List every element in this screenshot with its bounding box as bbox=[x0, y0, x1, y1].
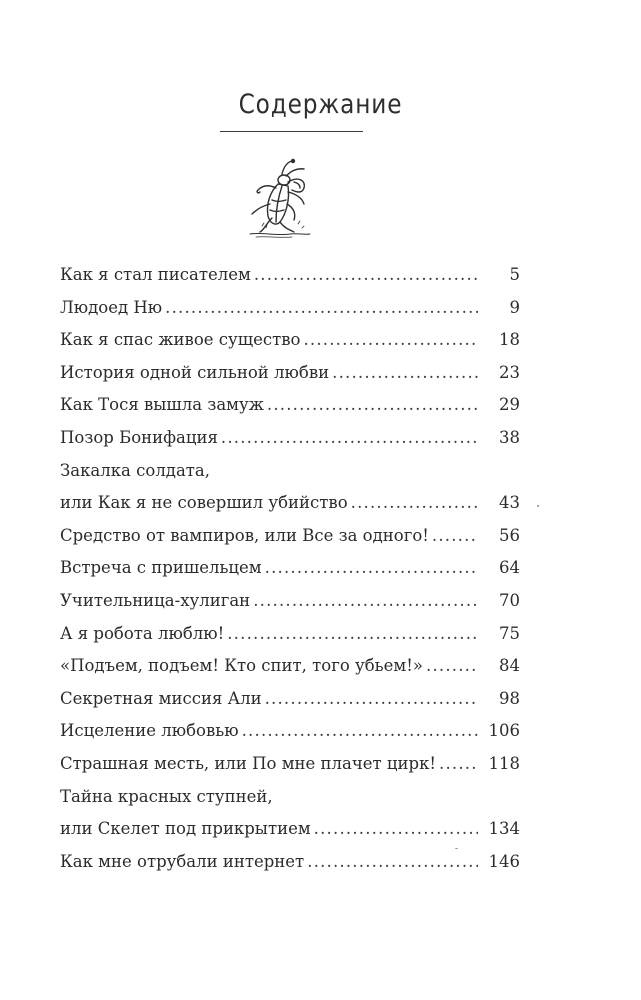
toc-leader-dots bbox=[253, 585, 478, 618]
toc-entry[interactable] bbox=[60, 422, 520, 455]
toc-leader-dots bbox=[314, 813, 478, 846]
toc-leader-dots bbox=[227, 618, 478, 651]
toc-entry[interactable] bbox=[60, 292, 520, 325]
toc-entry-page: 29 bbox=[499, 395, 520, 415]
toc-entry[interactable] bbox=[60, 813, 520, 846]
toc-leader-dots bbox=[307, 846, 478, 879]
toc-entry-page: 75 bbox=[499, 623, 520, 643]
toc-leader-dots bbox=[265, 552, 478, 585]
toc-entry-title: Тайна красных ступней, bbox=[60, 786, 273, 806]
toc-entry-page: 18 bbox=[499, 330, 520, 350]
toc-entry[interactable] bbox=[60, 846, 520, 879]
toc-entry[interactable] bbox=[60, 487, 520, 520]
toc-entry[interactable] bbox=[60, 520, 520, 553]
toc-entry-title: Людоед Ню bbox=[60, 297, 163, 317]
toc-entry-title: Учительница-хулиган bbox=[60, 590, 251, 610]
toc-entry-title: Секретная миссия Али bbox=[60, 688, 262, 708]
scan-speck bbox=[537, 505, 539, 507]
toc-entry-first-line[interactable] bbox=[60, 781, 520, 814]
toc-entry-title: Как мне отрубали интернет bbox=[60, 851, 305, 871]
toc-leader-dots bbox=[303, 324, 478, 357]
toc-entry-page: 98 bbox=[499, 688, 520, 708]
toc-entry-page: 56 bbox=[499, 525, 520, 545]
toc-entry[interactable] bbox=[60, 748, 520, 781]
toc-entry-title: Как Тося вышла замуж bbox=[60, 395, 264, 415]
title-underline bbox=[220, 131, 363, 132]
toc-leader-dots bbox=[221, 422, 478, 455]
toc-entry[interactable] bbox=[60, 324, 520, 357]
toc-entry-page: 64 bbox=[499, 558, 520, 578]
toc-entry-page: 43 bbox=[499, 493, 520, 513]
toc-entry-title: Как я спас живое существо bbox=[60, 330, 301, 350]
toc-entry-page: 84 bbox=[499, 656, 520, 676]
toc-entry[interactable] bbox=[60, 357, 520, 390]
toc-entry-title: или Как я не совершил убийство bbox=[60, 493, 348, 513]
toc-entry-page: 146 bbox=[488, 851, 520, 871]
toc-entry-page: 134 bbox=[488, 819, 520, 839]
toc-leader-dots bbox=[426, 650, 478, 683]
toc-entry-page: 118 bbox=[488, 753, 520, 773]
toc-entry-page: 38 bbox=[499, 427, 520, 447]
toc-entry-title: или Скелет под прикрытием bbox=[60, 819, 311, 839]
toc-entry[interactable] bbox=[60, 259, 520, 292]
toc-leader-dots bbox=[439, 748, 478, 781]
toc-entry-title: Исцеление любовью bbox=[60, 721, 239, 741]
toc-entry[interactable] bbox=[60, 552, 520, 585]
toc-entry[interactable] bbox=[60, 585, 520, 618]
toc-entry-first-line[interactable] bbox=[60, 455, 520, 488]
toc-leader-dots bbox=[265, 683, 478, 716]
scan-speck bbox=[455, 848, 458, 849]
toc-entry-title: Страшная месть, или По мне плачет цирк! bbox=[60, 753, 437, 773]
toc-leader-dots bbox=[332, 357, 478, 390]
toc-entry-title: Как я стал писателем bbox=[60, 265, 251, 284]
beetle-icon bbox=[232, 152, 328, 248]
toc-entry[interactable] bbox=[60, 715, 520, 748]
toc-entry-title: Закалка солдата, bbox=[60, 460, 211, 480]
toc-entry-page: 70 bbox=[499, 590, 520, 610]
toc-entry[interactable] bbox=[60, 650, 520, 683]
toc-entry[interactable] bbox=[60, 683, 520, 716]
toc-entry-title: История одной сильной любви bbox=[60, 362, 330, 382]
toc-entry-title: Позор Бонифация bbox=[60, 427, 218, 447]
toc-entry-title: А я робота люблю! bbox=[60, 623, 225, 643]
toc-entry-page: 23 bbox=[499, 362, 520, 382]
table-of-contents bbox=[60, 259, 520, 878]
toc-entry[interactable] bbox=[60, 389, 520, 422]
toc-leader-dots bbox=[165, 292, 478, 325]
toc-leader-dots bbox=[254, 259, 478, 292]
toc-leader-dots bbox=[242, 715, 478, 748]
page-title: Содержание bbox=[238, 89, 403, 120]
toc-entry-page: 9 bbox=[509, 297, 520, 317]
toc-entry-page: 5 bbox=[509, 265, 520, 284]
toc-leader-dots bbox=[267, 389, 478, 422]
toc-entry-title: Встреча с пришельцем bbox=[60, 558, 262, 578]
toc-leader-dots bbox=[432, 520, 478, 553]
toc-entry-page: 106 bbox=[488, 721, 520, 741]
toc-entry[interactable] bbox=[60, 618, 520, 651]
toc-leader-dots bbox=[351, 487, 478, 520]
toc-entry-title: Средство от вампиров, или Все за одного! bbox=[60, 525, 429, 545]
toc-entry-title: «Подъем, подъем! Кто спит, того убьем!» bbox=[60, 656, 423, 676]
